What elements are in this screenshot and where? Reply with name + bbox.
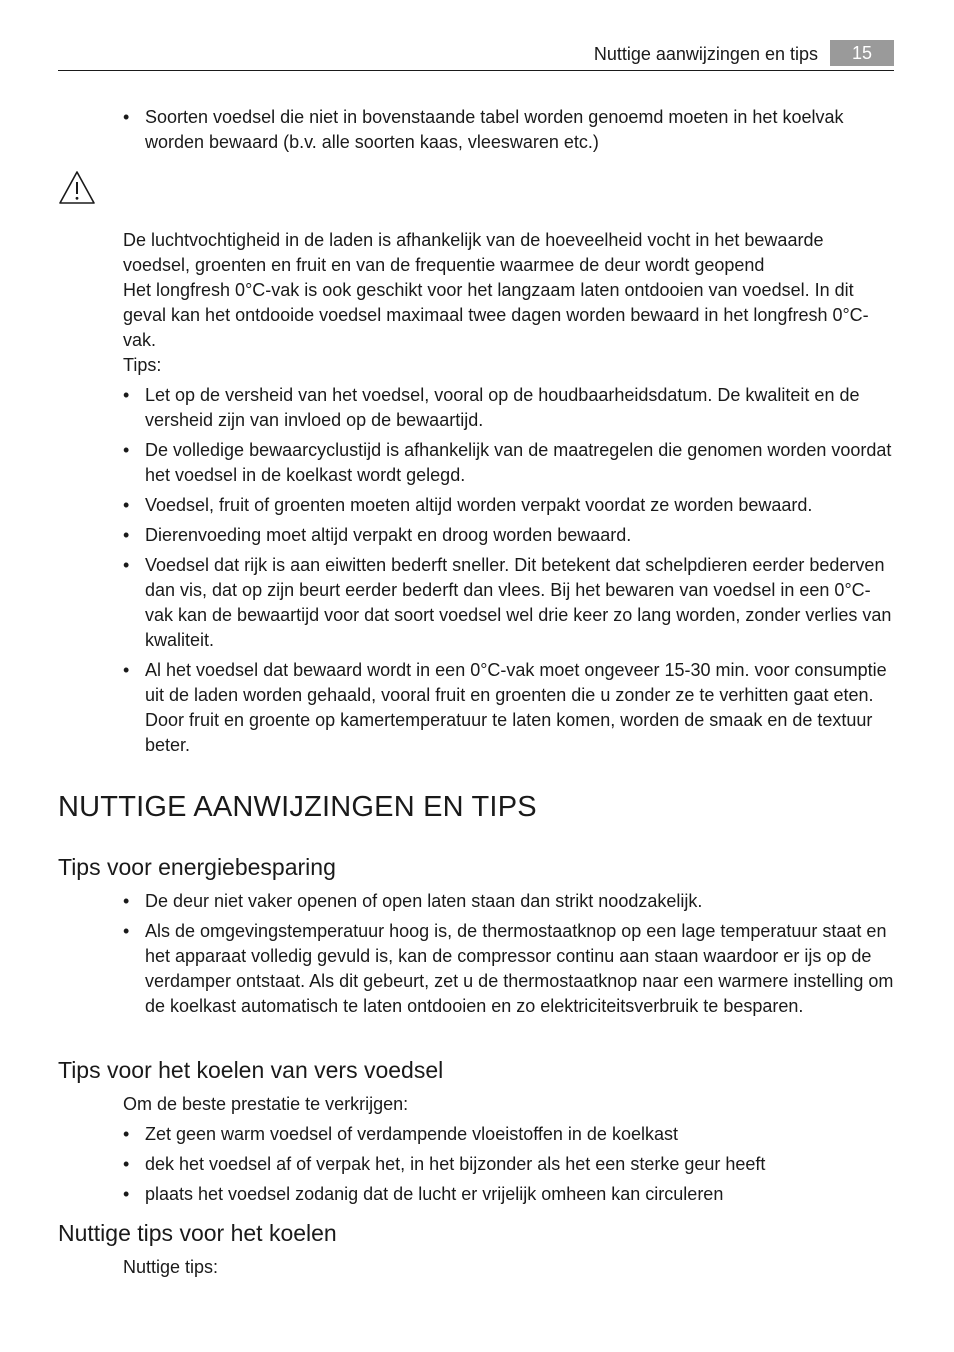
energy-section bbox=[123, 889, 895, 1019]
bullet-icon: • bbox=[123, 440, 130, 460]
list-item-text: Soorten voedsel die niet in bovenstaande tabel worden genoemd moeten in het koelvak worden bewaard (b.v. alle soorten kaas, vleeswaren etc.) bbox=[145, 107, 844, 152]
cooling-heading: Nuttige tips voor het koelen bbox=[58, 1220, 337, 1246]
list-item-text: De volledige bewaarcyclustijd is afhankelijk van de maatregelen die genomen worden voordat het voedsel in de koelkast wordt gelegd. bbox=[145, 440, 892, 485]
bullet-icon: • bbox=[123, 385, 130, 405]
list-item-text: Dierenvoeding moet altijd verpakt en droog worden bewaard. bbox=[145, 525, 632, 545]
energy-bullet-list bbox=[123, 889, 895, 1019]
bullet-icon: • bbox=[123, 891, 130, 911]
list-item bbox=[123, 553, 895, 653]
cooling-section bbox=[123, 1255, 895, 1280]
list-item bbox=[123, 919, 895, 1019]
intro-section bbox=[123, 105, 895, 155]
list-item bbox=[123, 658, 895, 758]
energy-heading: Tips voor energiebesparing bbox=[58, 854, 336, 880]
intro-bullet-list bbox=[123, 105, 895, 155]
bullet-icon: • bbox=[123, 1124, 130, 1144]
tips-label: Tips: bbox=[123, 355, 162, 375]
fresh-food-section bbox=[123, 1092, 895, 1207]
list-item bbox=[123, 523, 895, 548]
fresh-food-bullet-list bbox=[123, 1122, 895, 1207]
bullet-icon: • bbox=[123, 107, 130, 127]
bullet-icon: • bbox=[123, 555, 130, 575]
list-item bbox=[123, 438, 895, 488]
list-item-text: Zet geen warm voedsel of verdampende vloeistoffen in de koelkast bbox=[145, 1124, 678, 1144]
bullet-icon: • bbox=[123, 1184, 130, 1204]
warning-paragraph: De luchtvochtigheid in de laden is afhankelijk van de hoeveelheid vocht in het bewaarde voedsel, groenten en fruit en van de frequentie waarmee de deur wordt geopend bbox=[123, 230, 824, 275]
bullet-icon: • bbox=[123, 660, 130, 680]
list-item-text: plaats het voedsel zodanig dat de lucht er vrijelijk omheen kan circuleren bbox=[145, 1184, 724, 1204]
list-item-text: De deur niet vaker openen of open laten staan dan strikt noodzakelijk. bbox=[145, 891, 703, 911]
list-item-text: Let op de versheid van het voedsel, vooral op de houdbaarheidsdatum. De kwaliteit en de versheid zijn van invloed op de bewaartijd. bbox=[145, 385, 860, 430]
list-item-text: Voedsel, fruit of groenten moeten altijd worden verpakt voordat ze worden bewaard. bbox=[145, 495, 813, 515]
list-item bbox=[123, 1122, 895, 1147]
running-title: Nuttige aanwijzingen en tips bbox=[593, 44, 818, 64]
list-item-text: dek het voedsel af of verpak het, in het bijzonder als het een sterke geur heeft bbox=[145, 1154, 766, 1174]
list-item-text: Voedsel dat rijk is aan eiwitten bederft sneller. Dit betekent dat schelpdieren eerder bederven dan vis, dat op zijn beurt eerder bederft dan vlees. Bij het bewaren van voedsel in een 0°C-vak kan de bewaartijd voor dat soort voedsel wel drie keer zo lang worden, zonder verlies van kwaliteit. bbox=[145, 555, 892, 650]
tips-list bbox=[123, 383, 895, 758]
bullet-icon: • bbox=[123, 525, 130, 545]
list-item bbox=[123, 105, 895, 155]
list-item bbox=[123, 383, 895, 433]
warning-triangle-icon bbox=[58, 170, 96, 205]
cooling-intro: Nuttige tips: bbox=[123, 1257, 219, 1277]
list-item bbox=[123, 889, 895, 914]
bullet-icon: • bbox=[123, 921, 130, 941]
list-item bbox=[123, 1152, 895, 1177]
bullet-icon: • bbox=[123, 1154, 130, 1174]
warning-section bbox=[123, 228, 895, 758]
running-header bbox=[58, 40, 894, 71]
section-title: NUTTIGE AANWIJZINGEN EN TIPS bbox=[58, 791, 537, 823]
list-item-text: Al het voedsel dat bewaard wordt in een 0°C-vak moet ongeveer 15-30 min. voor consumptie uit de laden worden gehaald, vooral fruit en groenten die u zonder ze te verhitten gaat eten. Door fruit en groente op kamertemperatuur te laten komen, worden de smaak en de textuur beter. bbox=[145, 660, 887, 755]
page-number: 15 bbox=[830, 40, 894, 66]
list-item bbox=[123, 493, 895, 518]
list-item-text: Als de omgevingstemperatuur hoog is, de thermostaatknop op een lage temperatuur staat en het apparaat volledig gevuld is, kan de compressor continu aan staan waardoor er ijs op de verdamper ontstaat. Als dit gebeurt, zet u de thermostaatknop naar een warmere instelling om de koelkast automatisch te laten ontdooien en zo elektriciteitsverbruik te besparen. bbox=[145, 921, 894, 1016]
bullet-icon: • bbox=[123, 495, 130, 515]
list-item bbox=[123, 1182, 895, 1207]
fresh-food-heading: Tips voor het koelen van vers voedsel bbox=[58, 1057, 444, 1083]
fresh-food-intro: Om de beste prestatie te verkrijgen: bbox=[123, 1094, 409, 1114]
warning-paragraph: Het longfresh 0°C-vak is ook geschikt voor het langzaam laten ontdooien van voedsel. In dit geval kan het ontdooide voedsel maximaal twee dagen worden bewaard in het longfresh 0°C-vak. bbox=[123, 280, 869, 350]
